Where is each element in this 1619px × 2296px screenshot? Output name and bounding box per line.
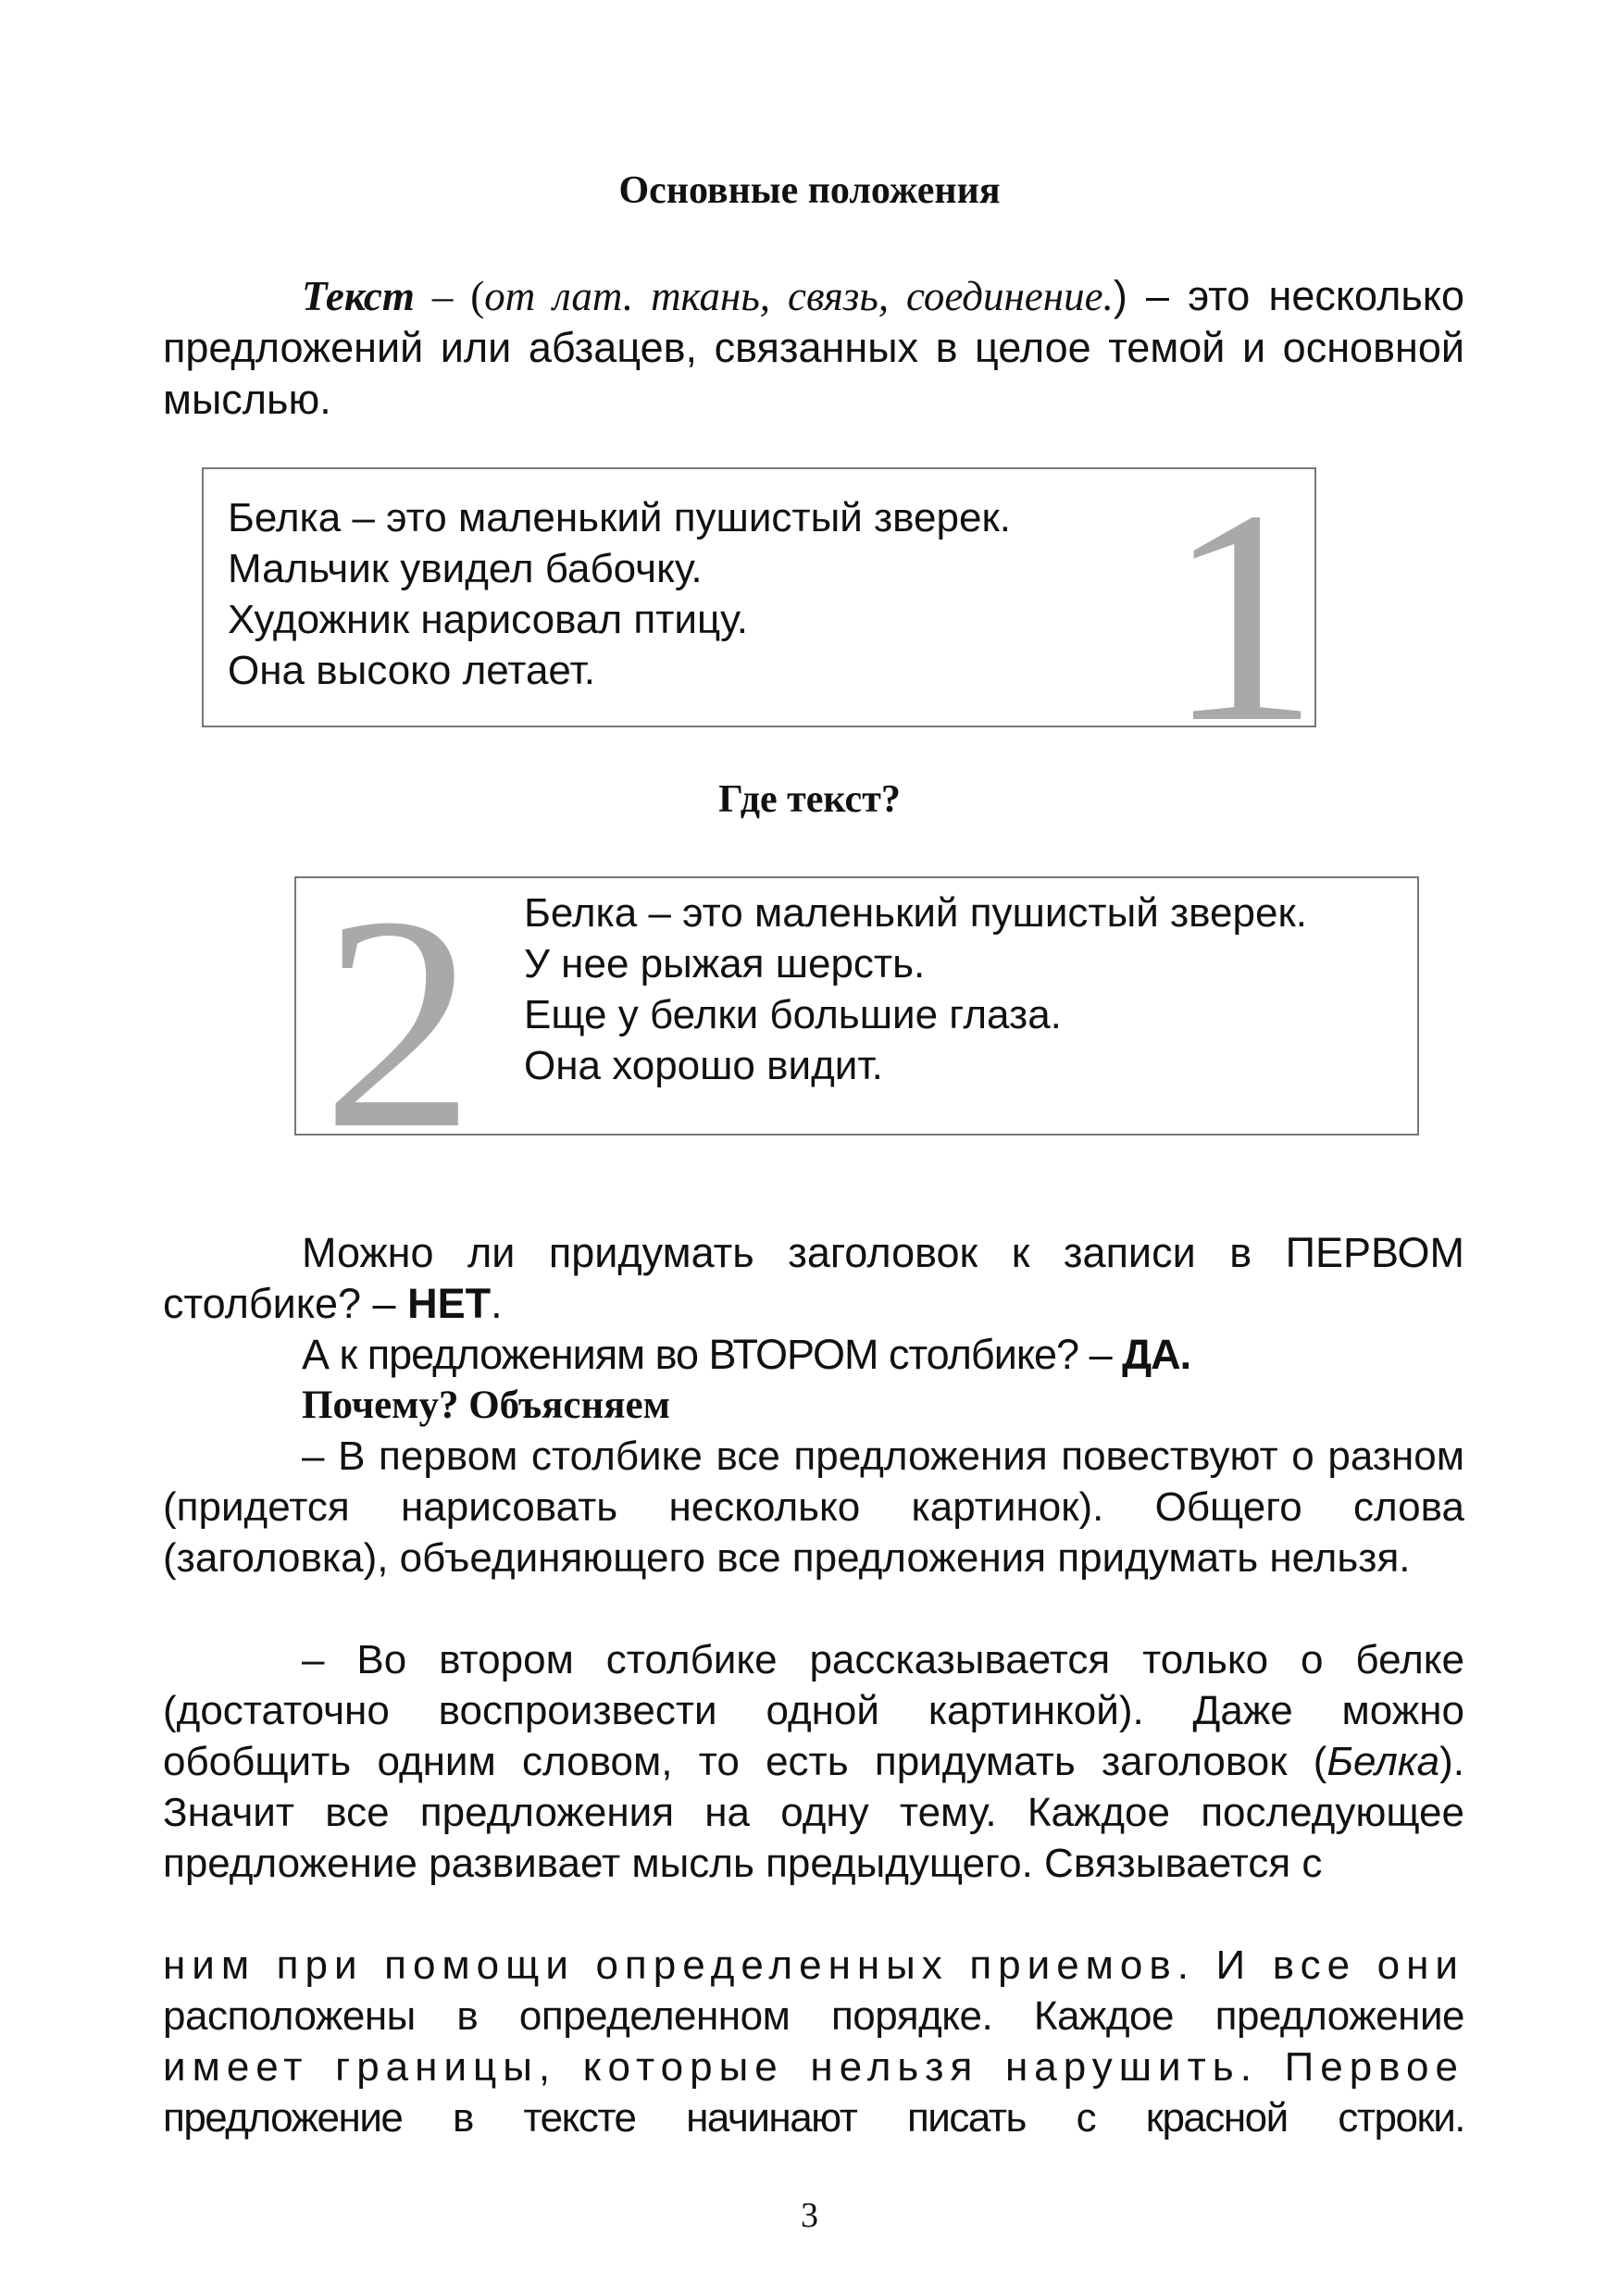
box2-line: Она хорошо видит. xyxy=(524,1043,883,1088)
explanation-paragraph-2 xyxy=(163,1634,1464,1889)
box1-line: Художник нарисовал птицу. xyxy=(228,597,748,642)
p2-line-7: ним при помощи определенных приемов. И все они xyxy=(163,1942,1464,1988)
box2-line: У нее рыжая шерсть. xyxy=(524,941,926,987)
question-1-paragraph xyxy=(163,1227,1464,1329)
box2-sentences xyxy=(524,887,1307,1091)
box1-line: Белка – это маленький пушистый зверек. xyxy=(228,495,1011,540)
definition-etymology: от лат. ткань, связь, соединение. xyxy=(484,273,1114,319)
example-box-1 xyxy=(202,448,1319,786)
question-heading: Где текст? xyxy=(718,778,901,821)
p2-line-10: предложение в тексте начинают писать с красной строки. xyxy=(163,2095,1464,2141)
why-heading: Почему? Объясняем xyxy=(302,1384,670,1427)
box2-line: Белка – это маленький пушистый зверек. xyxy=(524,890,1307,936)
p2-italic-word: Белка xyxy=(1326,1739,1440,1784)
question-1-end: . xyxy=(491,1280,503,1327)
explanation-paragraph-1: – В первом столбике все предложения повествуют о разном (придется нарисовать несколько картинок). Общего слова (заголовка), объединяющего все предложения придумать нельзя. xyxy=(163,1433,1464,1581)
question-2-answer: ДА. xyxy=(1122,1331,1191,1378)
page-title: Основные положения xyxy=(618,169,1001,212)
p2-line-9: имеет границы, которые нельзя нарушить. Первое xyxy=(163,2044,1464,2090)
box1-number: 1 xyxy=(1166,448,1319,786)
box2-number: 2 xyxy=(322,854,475,1192)
definition-paragraph xyxy=(163,270,1464,426)
box1-line: Она высоко летает. xyxy=(228,648,595,693)
page-number: 3 xyxy=(801,2196,818,2235)
question-1-text: Можно ли придумать заголовок к записи в ПЕРВОМ столбике? – xyxy=(163,1229,1464,1327)
box2-line: Еще у белки большие глаза. xyxy=(524,992,1062,1037)
definition-term: Текст xyxy=(302,273,415,319)
box1-line: Мальчик увидел бабочку. xyxy=(228,546,703,591)
question-2-paragraph xyxy=(163,1329,1464,1380)
p2-start: – Во втором столбике рассказывается только о белке (достаточно воспроизвести одной картинкой). Даже можно обобщить одним словом, то есть придумать заголовок ( xyxy=(163,1637,1464,1784)
question-1-answer: НЕТ xyxy=(407,1280,492,1327)
definition-rest: ) – это несколько предложений или абзацев, связанных в целое темой и основной мыслью. xyxy=(163,272,1465,423)
p2-line4: ). Значит все предложения на одну тему. Каждое последующее предложение развивает мысль предыдущего. Связывается с xyxy=(163,1739,1464,1886)
box1-sentences xyxy=(228,492,1011,696)
example-box-2 xyxy=(294,854,1419,1192)
p2-line-8: расположены в определенном порядке. Каждое предложение xyxy=(163,1993,1464,2039)
definition-dash: – ( xyxy=(414,273,485,319)
question-2-text: А к предложениям во ВТОРОМ столбике? – xyxy=(302,1331,1123,1378)
